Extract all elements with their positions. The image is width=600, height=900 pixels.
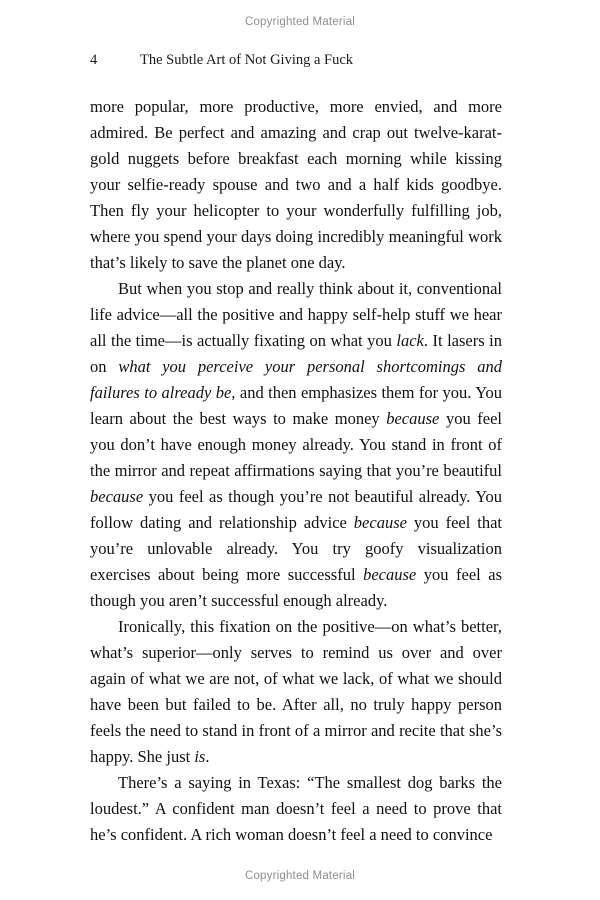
text-run: Ironically, this fixation on the positive—on what’s better, what’s superior—only serves to remind us over and over again of what we are not, of what we lack, of what we should have been but failed to be. After all, no truly happy person feels the need to stand in front of a mirror and recite that she’s happy. She just: [90, 617, 502, 766]
paragraph: [90, 770, 502, 848]
page-number: 4: [90, 52, 98, 68]
text-run: But when you stop and really think about it, conventional life advice—all the positive and happy self-help stuff we hear all the time—is actually fixating on what you: [90, 279, 502, 350]
body-text: [90, 94, 502, 848]
copyright-notice-bottom: Copyrighted Material: [244, 870, 356, 882]
text-run: .: [205, 747, 210, 766]
text-run: There’s a saying in Texas: “The smallest dog barks the loudest.” A confident man doesn’t feel a need to prove that he’s confident. A rich woman doesn’t feel a need to convince: [90, 773, 502, 844]
text-run: more popular, more productive, more envied, and more admired. Be perfect and amazing and crap out twelve-karat-gold nuggets before breakfast each morning while kissing your selfie-ready spouse and two and a half kids goodbye. Then fly your helicopter to your wonderfully fulfilling job, where you spend your days doing incredibly meaningful work that’s likely to save the planet one day.: [90, 97, 502, 272]
text-run: you feel as though you’re not beautiful already. You follow dating and relationship advice: [90, 487, 502, 532]
text-run: because: [363, 565, 417, 584]
running-title: The Subtle Art of Not Giving a Fuck: [140, 52, 354, 68]
text-run: what you perceive your personal shortcomings and failures to already be,: [90, 357, 503, 402]
text-run: you feel you don’t have enough money already. You stand in front of the mirror and repeat affirmations saying that you’re beautiful: [90, 409, 502, 480]
copyright-notice-top: Copyrighted Material: [244, 16, 356, 28]
text-run: because: [353, 513, 407, 532]
text-run: because: [90, 487, 144, 506]
text-run: is: [194, 747, 206, 766]
paragraph: [90, 276, 502, 614]
text-run: . It lasers in on: [90, 331, 502, 376]
text-run: and then emphasizes them for you. You learn about the best ways to make money: [90, 383, 503, 428]
text-run: because: [386, 409, 440, 428]
text-run: you feel that you’re unlovable already. You try goofy visualization exercises about being more successful: [90, 513, 502, 584]
text-run: you feel as though you aren’t successful enough already.: [90, 565, 502, 610]
text-run: lack: [396, 331, 424, 350]
paragraph: [90, 94, 502, 276]
paragraph: [90, 614, 502, 770]
page-header: [90, 52, 502, 69]
